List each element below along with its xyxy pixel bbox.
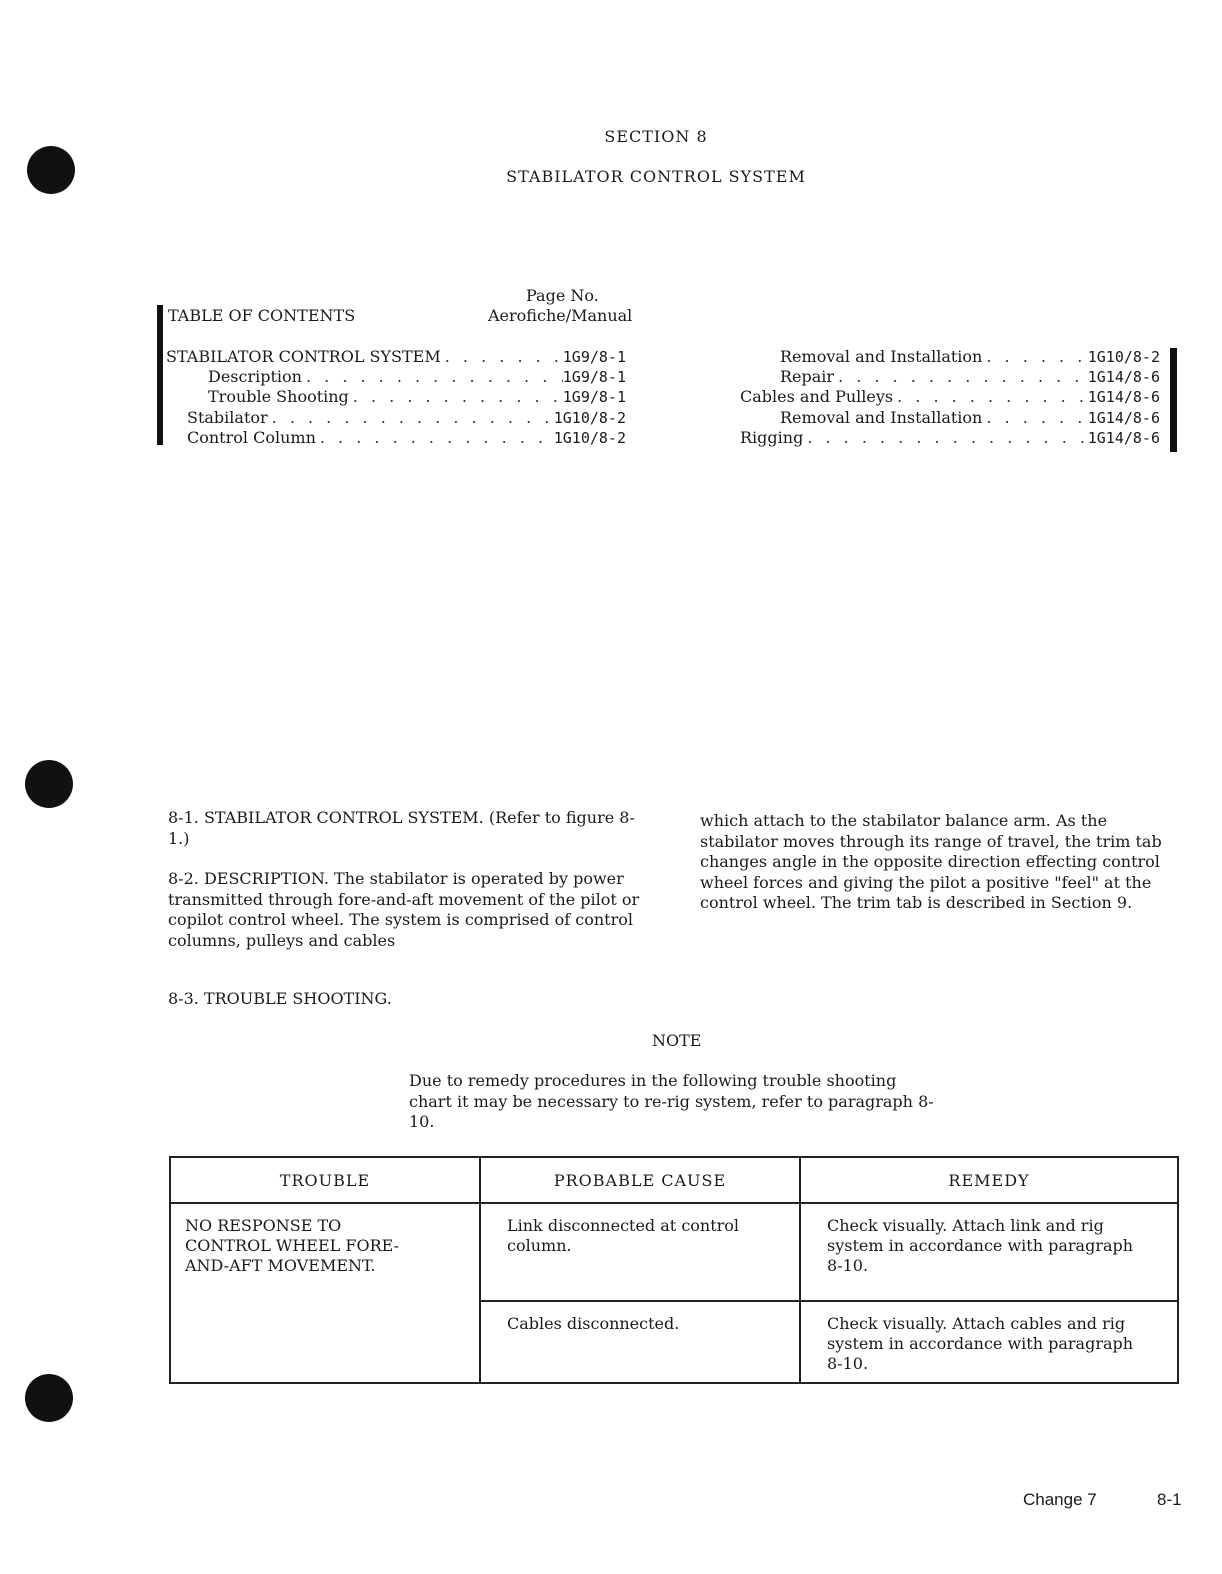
header-trouble: TROUBLE	[170, 1157, 480, 1203]
note-title: NOTE	[652, 1031, 702, 1050]
remedy-cell: Check visually. Attach link and rig system in accordance with paragraph 8-10.	[800, 1203, 1178, 1301]
cause-cell: Link disconnected at control column.	[480, 1203, 800, 1301]
paragraph-8-2-continued: which attach to the stabilator balance arm. As the stabilator moves through its range of travel, the trim tab changes angle in the opposite direction effecting control wheel forces and giving the pilot a positive "feel" at the control wheel. The trim tab is described in Section 9.	[700, 811, 1162, 912]
section-number: SECTION 8	[604, 127, 708, 146]
paragraph-8-1: 8-1. STABILATOR CONTROL SYSTEM. (Refer to figure 8-1.)	[168, 808, 635, 848]
trouble-shooting-table	[169, 1156, 1179, 1384]
note-text: Due to remedy procedures in the following trouble shooting chart it may be necessary to re-rig system, refer to paragraph 8-10.	[409, 1071, 934, 1131]
footer-change: Change 7	[1023, 1490, 1097, 1509]
binder-hole-middle	[25, 760, 73, 808]
toc-left-entry: Stabilator . . . 1G10/8-2	[187, 408, 626, 428]
toc-right-entry: Rigging . . . 1G14/8-6	[740, 428, 1160, 448]
toc-right-entry: Removal and Installation . . . 1G14/8-6	[780, 408, 1160, 428]
header-probable-cause: PROBABLE CAUSE	[480, 1157, 800, 1203]
toc-left-entry: Description . . . 1G9/8-1	[208, 367, 626, 387]
cause-cell: Cables disconnected.	[480, 1301, 800, 1383]
change-bar-right	[1170, 348, 1177, 452]
toc-right-entry: Repair . . . 1G14/8-6	[780, 367, 1160, 387]
toc-left-entry: STABILATOR CONTROL SYSTEM . . . 1G9/8-1	[166, 347, 626, 367]
toc-page-header-1: Page No.	[526, 286, 599, 305]
section-title: STABILATOR CONTROL SYSTEM	[506, 167, 806, 186]
toc-right-entry: Removal and Installation . . . 1G10/8-2	[780, 347, 1160, 367]
toc-page-header-2: Aerofiche/Manual	[488, 306, 633, 325]
toc-right-entry: Cables and Pulleys . . . 1G14/8-6	[740, 387, 1160, 407]
remedy-cell: Check visually. Attach cables and rig system in accordance with paragraph 8-10.	[800, 1301, 1178, 1383]
trouble-cell: NO RESPONSE TO CONTROL WHEEL FORE-AND-AFT MOVEMENT.	[170, 1203, 480, 1383]
paragraph-8-2: 8-2. DESCRIPTION. The stabilator is operated by power transmitted through fore-and-aft movement of the pilot or copilot control wheel. The system is comprised of control columns, pulleys and cables	[168, 869, 640, 950]
toc-left-entry: Control Column . . . 1G10/8-2	[187, 428, 626, 448]
toc-heading: TABLE OF CONTENTS	[168, 306, 356, 325]
footer-page-number: 8-1	[1157, 1490, 1182, 1509]
change-bar-left	[157, 305, 163, 445]
toc-left-entry: Trouble Shooting . . . 1G9/8-1	[208, 387, 626, 407]
binder-hole-bottom	[25, 1374, 73, 1422]
paragraph-8-3: 8-3. TROUBLE SHOOTING.	[168, 989, 392, 1008]
header-remedy: REMEDY	[800, 1157, 1178, 1203]
